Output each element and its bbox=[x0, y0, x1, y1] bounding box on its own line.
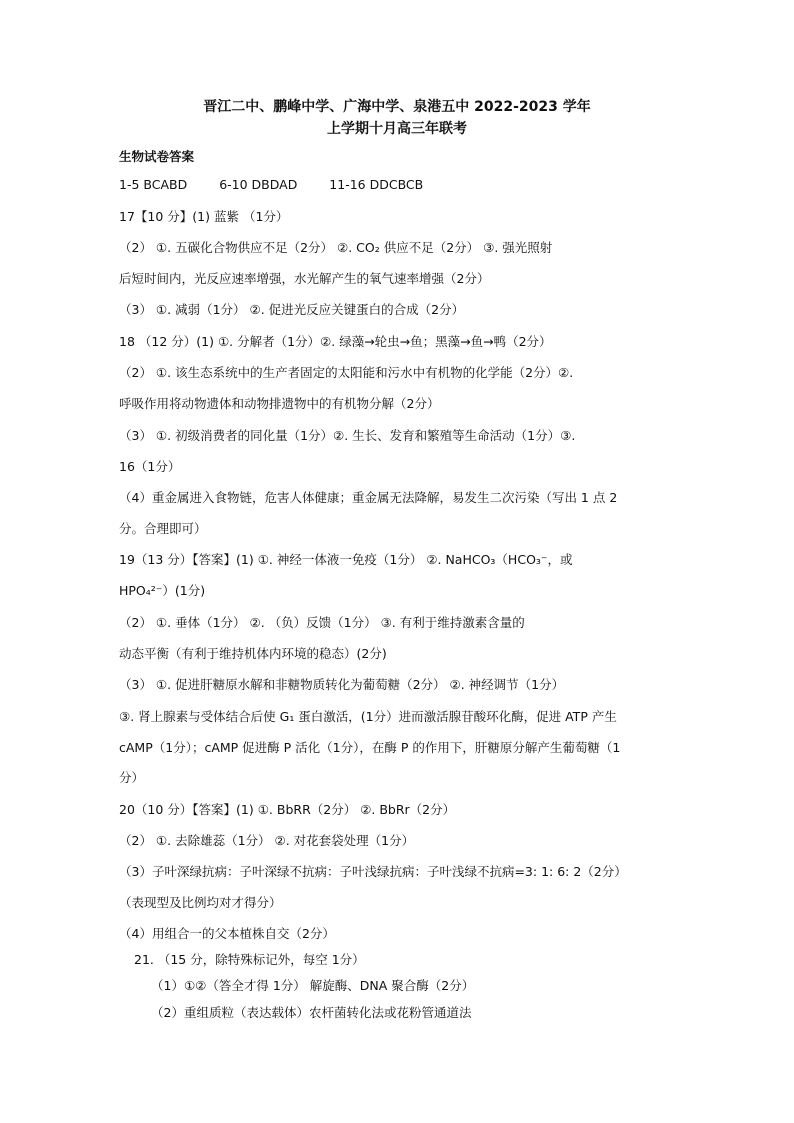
choice-answers-row bbox=[119, 177, 423, 192]
q19-line-6: ③. 肾上腺素与受体结合后使 G₁ 蛋白激活，(1分）进而激活腺苷酸环化酶，促进 ATP 产生 bbox=[119, 709, 617, 724]
q20-line-2: （2） ①. 去除雄蕊（1分） ②. 对花套袋处理（1分） bbox=[119, 833, 415, 848]
q21-line-2: （1）①②（答全才得 1分） 解旋酶、DNA 聚合酶（2分） bbox=[151, 978, 475, 993]
q19-line-4: 动态平衡（有利于维持机体内环境的稳态）(2分) bbox=[119, 646, 387, 661]
q20-line-1: 20（10 分）【答案】(1) ①. BbRR（2分） ②. BbRr（2分） bbox=[119, 802, 456, 817]
q21-line-3: （2）重组质粒（表达载体）农杆菌转化法或花粉管通道法 bbox=[151, 1005, 472, 1020]
q17-line-3: 后短时间内，光反应速率增强，水光解产生的氧气速率增强（2分） bbox=[119, 271, 490, 286]
q20-line-5: （4）用组合一的父本植株自交（2分） bbox=[119, 926, 335, 941]
q21-line-1: 21. （15 分，除特殊标记外，每空 1分） bbox=[134, 952, 365, 967]
q18-line-3: 呼吸作用将动物遗体和动物排遗物中的有机物分解（2分） bbox=[119, 396, 440, 411]
q18-line-4: （3） ①. 初级消费者的同化量（1分）②. 生长、发育和繁殖等生命活动（1分）③. bbox=[119, 428, 576, 443]
document-title-line1: 晋江二中、鹏峰中学、广海中学、泉港五中 2022-2023 学年 bbox=[203, 99, 591, 115]
q17-line-4: （3） ①. 减弱（1分） ②. 促进光反应关键蛋白的合成（2分） bbox=[119, 302, 465, 317]
q17-line-1: 17【10 分】(1) 蓝紫 （1分） bbox=[119, 209, 289, 224]
choice-group-6-10: 6-10 DBDAD bbox=[219, 177, 298, 192]
q18-line-2: （2） ①. 该生态系统中的生产者固定的太阳能和污水中有机物的化学能（2分）②. bbox=[119, 365, 574, 380]
q18-line-5: 16（1分） bbox=[119, 459, 181, 474]
document-title-line2: 上学期十月高三年联考 bbox=[327, 121, 467, 137]
q20-line-4: （表现型及比例均对才得分） bbox=[119, 895, 282, 910]
choice-group-11-16: 11-16 DDCBCB bbox=[329, 177, 424, 192]
q20-line-3: （3）子叶深绿抗病：子叶深绿不抗病：子叶浅绿抗病：子叶浅绿不抗病=3: 1: 6: 2（2分） bbox=[119, 864, 627, 879]
choice-group-1-5: 1-5 BCABD bbox=[119, 177, 188, 192]
q19-line-8: 分） bbox=[119, 770, 145, 785]
q19-line-7: cAMP（1分）；cAMP 促进酶 P 活化（1分），在酶 P 的作用下，肝糖原分解产生葡萄糖（1 bbox=[119, 740, 621, 755]
q17-line-2: （2） ①. 五碳化合物供应不足（2分） ②. CO₂ 供应不足（2分） ③. 强光照射 bbox=[119, 240, 553, 255]
q19-line-5: （3） ①. 促进肝糖原水解和非糖物质转化为葡萄糖（2分） ②. 神经调节（1分） bbox=[119, 677, 565, 692]
q18-line-6: （4）重金属进入食物链，危害人体健康；重金属无法降解，易发生二次污染（写出 1 点 2 bbox=[119, 490, 618, 505]
q18-line-7: 分。合理即可） bbox=[119, 521, 207, 536]
q19-line-3: （2） ①. 垂体（1分） ②. （负）反馈（1分） ③. 有利于维持激素含量的 bbox=[119, 615, 525, 630]
q19-line-2: HPO₄²⁻）(1分) bbox=[119, 583, 206, 598]
q18-line-1: 18 （12 分）(1) ①. 分解者（1分）②. 绿藻→轮虫→鱼；黑藻→鱼→鸭（2分） bbox=[119, 334, 552, 349]
document-subtitle: 生物试卷答案 bbox=[119, 149, 195, 164]
q19-line-1: 19（13 分）【答案】(1) ①. 神经一体液一免疫（1分） ②. NaHCO₃（HCO₃⁻，或 bbox=[119, 552, 573, 567]
